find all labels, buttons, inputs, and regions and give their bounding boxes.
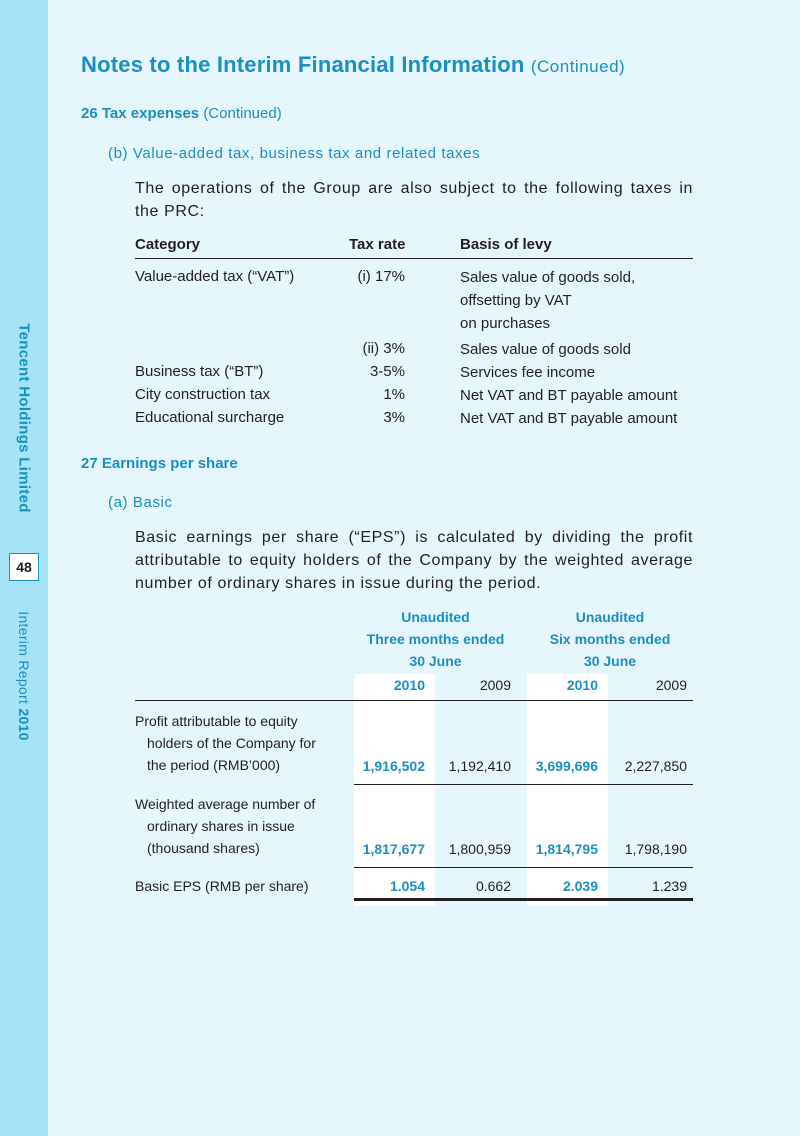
column-group-three-months: [354, 606, 517, 672]
tax-header-basis: Basis of levy: [460, 236, 552, 253]
report-prefix: Interim Report: [16, 611, 32, 705]
value-cell: 1,798,190: [624, 841, 687, 857]
label-line: (thousand shares): [147, 840, 260, 856]
label-line: Basic EPS (RMB per share): [135, 878, 309, 894]
section-26-continued: (Continued): [203, 105, 282, 122]
tax-row: [135, 268, 693, 337]
value-cell: 1,192,410: [448, 758, 511, 774]
highlight-column: [354, 674, 435, 906]
year-header: 2010: [566, 677, 598, 693]
tax-basis: Net VAT and BT payable amount: [460, 410, 678, 427]
report-name: [16, 611, 32, 740]
subtotal-rule: [354, 867, 693, 868]
tax-table: [135, 236, 693, 427]
group-line: Six months ended: [549, 631, 671, 647]
sidebar: [0, 0, 48, 1136]
section-27-subheading: (a) Basic: [108, 494, 173, 511]
value-cell: 2.039: [562, 878, 598, 894]
label-line: the period (RMB’000): [147, 757, 281, 773]
label-line: ordinary shares in issue: [147, 818, 295, 834]
tax-basis: Sales value of goods sold: [460, 341, 631, 358]
group-line: Unaudited: [401, 609, 470, 625]
value-cell: 3,699,696: [535, 758, 598, 774]
tax-header-category: Category: [135, 236, 201, 253]
highlight-column: [527, 674, 608, 906]
tax-basis: Services fee income: [460, 364, 596, 381]
row-label-shares: [135, 793, 315, 859]
tax-table-header: [135, 236, 693, 259]
company-name: Tencent Holdings Limited: [15, 323, 33, 513]
value-cell: 1.054: [389, 878, 425, 894]
page-number: 48: [9, 553, 39, 581]
year-header: 2010: [393, 677, 425, 693]
tax-basis: [460, 266, 635, 335]
section-26-subheading: (b) Value-added tax, business tax and related taxes: [108, 145, 481, 162]
section-26-heading: [81, 105, 282, 122]
year-header: 2009: [479, 677, 511, 693]
tax-basis: Net VAT and BT payable amount: [460, 387, 678, 404]
label-line: Weighted average number of: [135, 796, 316, 812]
value-cell: 1,916,502: [362, 758, 425, 774]
tax-basis-line: offsetting by VAT: [460, 292, 572, 309]
group-line: Three months ended: [366, 631, 505, 647]
subtotal-rule: [354, 784, 693, 785]
row-label-eps: [135, 875, 309, 897]
section-26-title: 26 Tax expenses: [81, 105, 200, 122]
eps-table: [135, 606, 693, 906]
tax-rate: (ii) 3%: [362, 340, 405, 357]
report-year: 2010: [16, 708, 32, 741]
tax-category: Educational surcharge: [135, 409, 285, 426]
total-rule: [354, 898, 693, 901]
tax-category: City construction tax: [135, 386, 271, 403]
section-27-heading: 27 Earnings per share: [81, 455, 238, 472]
group-line: Unaudited: [575, 609, 645, 625]
tax-row: [135, 386, 693, 408]
tax-basis-line: on purchases: [460, 315, 551, 332]
section-27-intro: Basic earnings per share (“EPS”) is calculated by dividing the profit attributable to equity holders of the Company by the weighted average number of ordinary shares in issue during the period.: [135, 529, 693, 592]
value-cell: 0.662: [475, 878, 511, 894]
group-line: 30 June: [409, 653, 462, 669]
label-line: holders of the Company for: [147, 735, 316, 751]
tax-rate: 1%: [383, 386, 405, 403]
column-group-six-months: [527, 606, 693, 672]
tax-row: [135, 409, 693, 431]
row-label-profit: [135, 710, 316, 776]
tax-category: Business tax (“BT”): [135, 363, 264, 380]
tax-header-rate: Tax rate: [349, 236, 406, 253]
tax-rate: 3-5%: [369, 363, 405, 380]
tax-row: [135, 340, 693, 362]
page-title-continued: (Continued): [530, 57, 626, 76]
page-title-text: Notes to the Interim Financial Information: [81, 52, 525, 77]
page-title: [81, 52, 625, 78]
section-26-intro: The operations of the Group are also subject to the following taxes in the PRC:: [135, 180, 693, 220]
tax-row: [135, 363, 693, 385]
tax-rate: 3%: [383, 409, 405, 426]
value-cell: 1,817,677: [362, 841, 425, 857]
label-line: Profit attributable to equity: [135, 713, 298, 729]
tax-basis-line: Sales value of goods sold,: [460, 269, 636, 286]
group-line: 30 June: [583, 653, 637, 669]
value-cell: 2,227,850: [624, 758, 687, 774]
value-cell: 1,814,795: [535, 841, 598, 857]
value-cell: 1,800,959: [448, 841, 511, 857]
value-cell: 1.239: [651, 878, 687, 894]
tax-rate: (i) 17%: [357, 268, 405, 285]
year-header: 2009: [655, 677, 687, 693]
header-rule: [135, 700, 693, 701]
tax-category: Value-added tax (“VAT”): [135, 268, 295, 285]
